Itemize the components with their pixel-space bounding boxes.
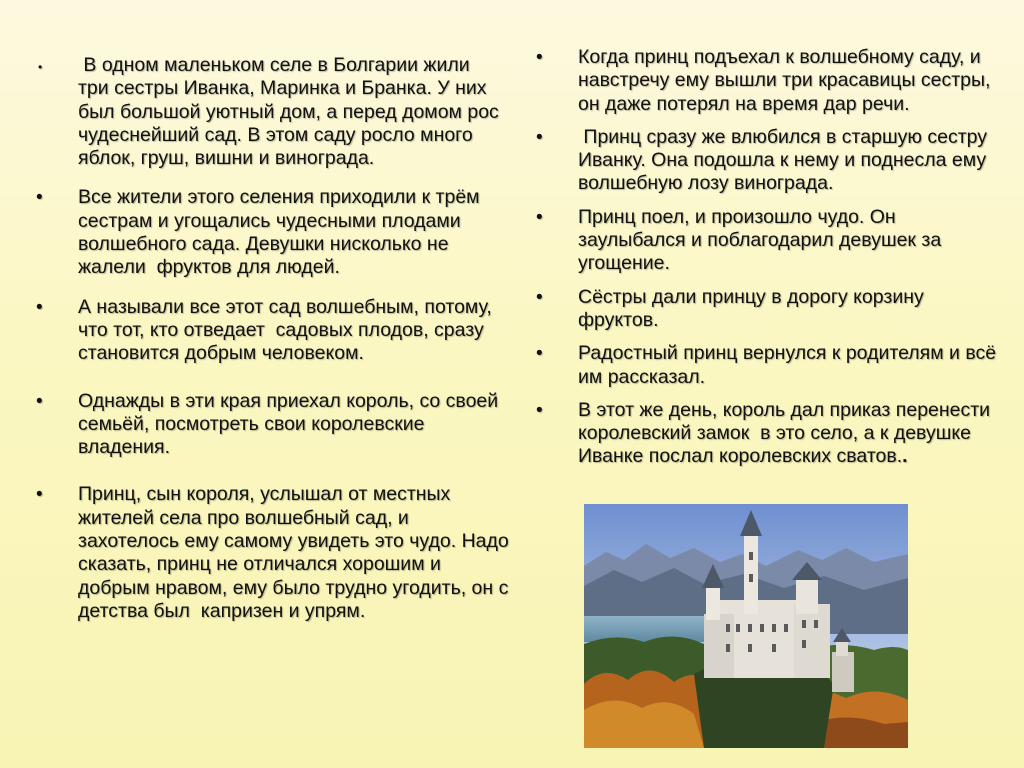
list-item <box>32 483 515 623</box>
list-item <box>532 46 1000 116</box>
item-text: В этот же день, король дал приказ перенести королевский замок в это село, а к девушке Иванке послал королевских сватов. <box>578 398 996 468</box>
bullet: • <box>36 484 43 506</box>
item-text: Когда принц подъехал к волшебному саду, и навстречу ему вышли три красавицы сестры, он даже потерял на время дар речи. <box>578 46 996 115</box>
castle-photo <box>584 504 908 748</box>
trailing-period: . <box>902 445 908 468</box>
item-text: В одном маленьком селе в Болгарии жили три сестры Иванка, Маринка и Бранка. У них был большой уютный дом, а перед домом рос чудеснейший сад. В этом саду росло много яблок, груш, вишни и винограда. <box>78 54 505 170</box>
item-text: Принц, сын короля, услышал от местных жителей села про волшебный сад, и захотелось ему самому увидеть это чудо. Надо сказать, принц не отличался хорошим и добрым нравом, ему было трудно угодить, он с детства был капризен и упрям. <box>78 483 515 622</box>
list-item <box>532 342 1000 389</box>
list-item <box>32 186 512 279</box>
item-text: А называли все этот сад волшебным, потому, что тот, кто отведает садовых плодов, сразу становится добрым человеком. <box>78 295 498 365</box>
list-item <box>32 54 512 170</box>
left-column <box>32 54 515 647</box>
list-item <box>532 126 1000 196</box>
bullet: • <box>536 47 543 68</box>
item-text: Все жители этого селения приходили к трём сестрам и угощались чудесными плодами волшебного сада. Девушки нисколько не жалели фруктов для людей. <box>78 186 485 279</box>
bullet: • <box>536 399 543 421</box>
item-text: Сёстры дали принцу в дорогу корзину фруктов. <box>578 285 930 331</box>
item-text: Принц поел, и произошло чудо. Он заулыбался и поблагодарил девушек за угощение. <box>578 205 947 275</box>
bullet: • <box>38 60 43 74</box>
bullet: • <box>536 126 543 148</box>
bullet: • <box>36 187 43 209</box>
bullet: • <box>536 343 543 365</box>
list-item <box>532 399 1000 469</box>
bullet: • <box>536 206 543 228</box>
list-item <box>532 206 1000 276</box>
list-item <box>32 296 512 366</box>
bullet: • <box>536 286 543 308</box>
item-text: Однажды в эти края приехал король, со своей семьёй, посмотреть свои королевские владения. <box>78 389 504 459</box>
bullet: • <box>36 296 43 318</box>
item-text: Радостный принц вернулся к родителям и всё им рассказал. <box>578 342 1002 388</box>
bullet: • <box>36 390 43 412</box>
item-text: Принц сразу же влюбился в старшую сестру Иванку. Она подошла к нему и поднесла ему волшебную лозу винограда. <box>578 125 993 195</box>
list-item <box>532 286 1000 333</box>
right-column <box>532 46 1000 479</box>
list-item <box>32 390 512 460</box>
